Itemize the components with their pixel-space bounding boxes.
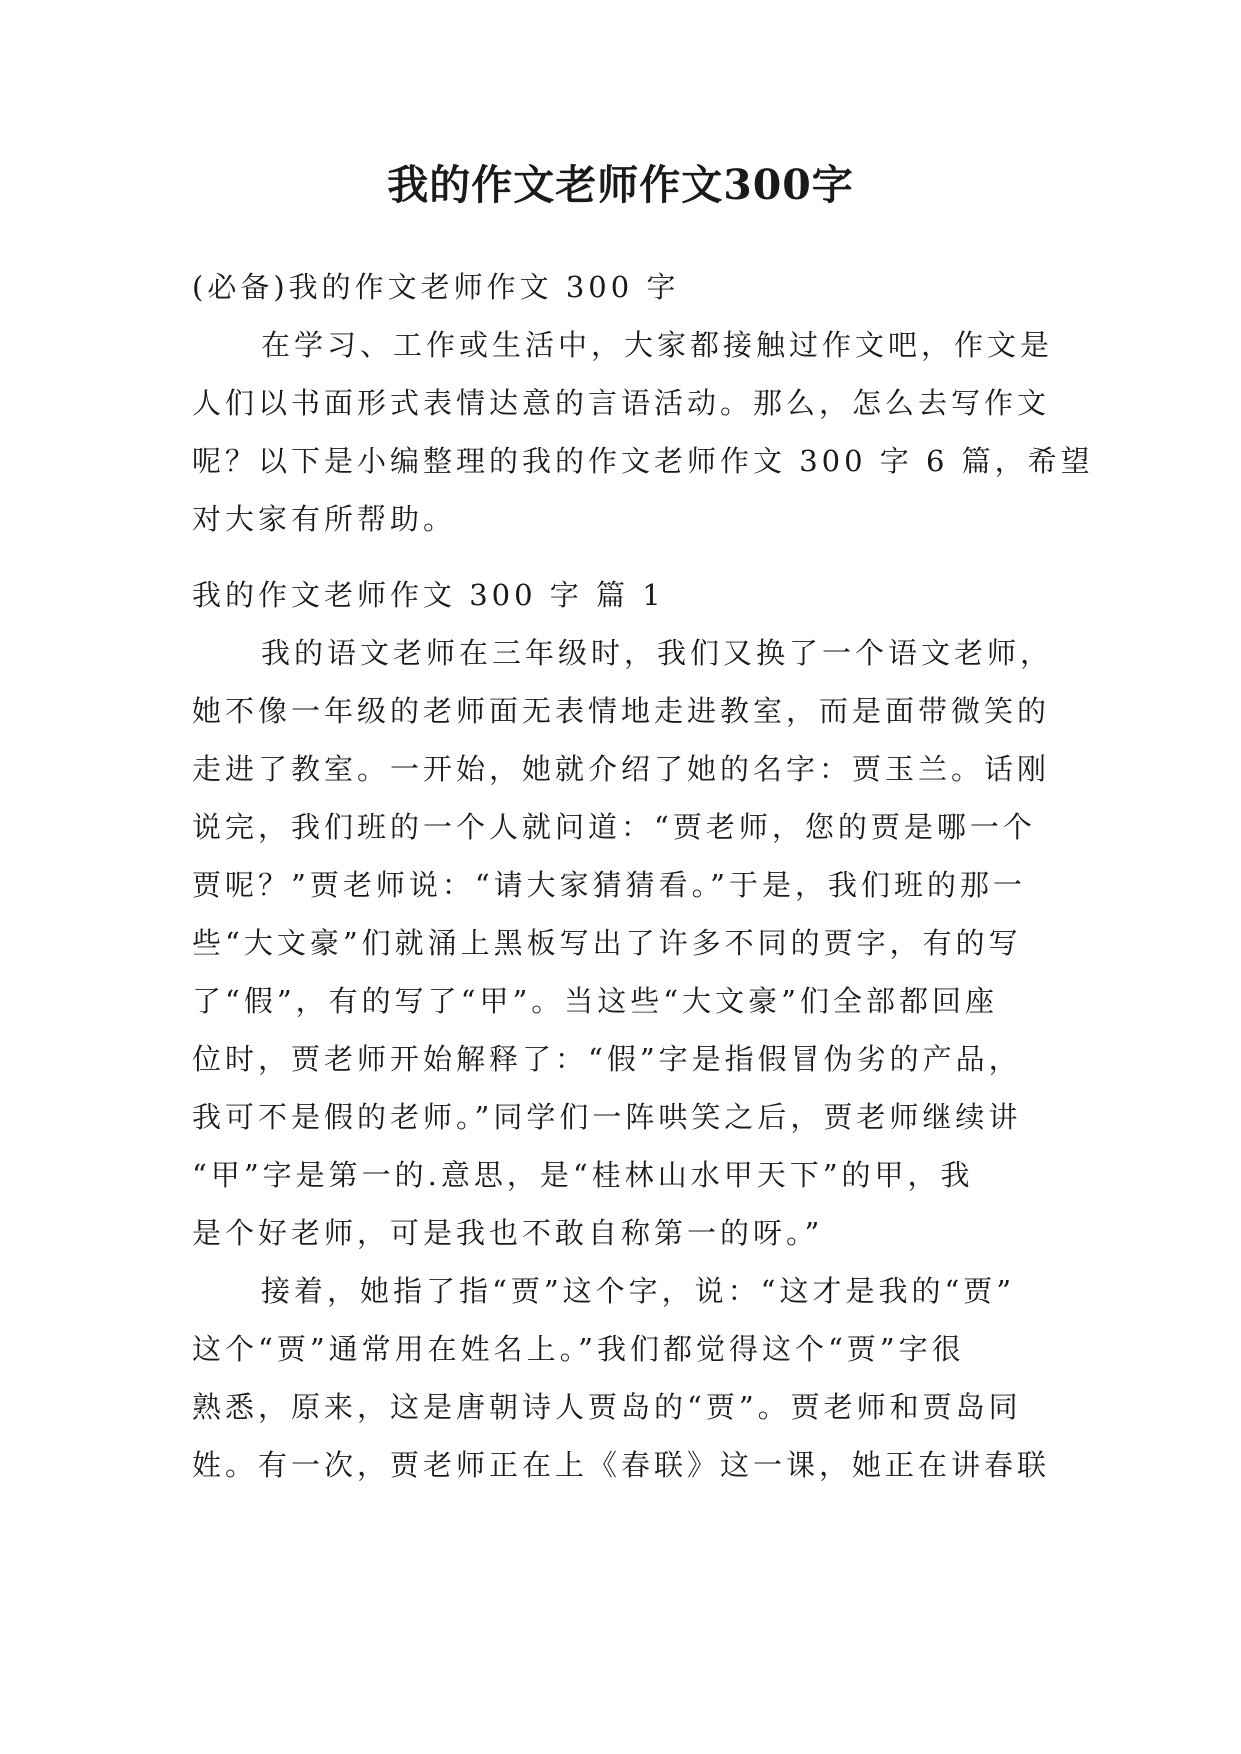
intro-block <box>192 258 1094 548</box>
intro-line: 在学习、工作或生活中，大家都接触过作文吧，作文是 <box>261 328 1054 362</box>
paragraph-line: 走进了教室。一开始，她就介绍了她的名字：贾玉兰。话刚 <box>192 752 1051 786</box>
paragraph-line: 说完，我们班的一个人就问道：“贾老师，您的贾是哪一个 <box>192 810 1036 844</box>
paragraph-line: 姓。有一次，贾老师正在上《春联》这一课，她正在讲春联 <box>192 1448 1051 1482</box>
paragraph-line: 她不像一年级的老师面无表情地走进教室，而是面带微笑的 <box>192 694 1051 728</box>
paragraph-line: 接着，她指了指“贾”这个字，说：“这才是我的“贾” <box>261 1274 1016 1308</box>
paragraph-line: 些“大文豪”们就涌上黑板写出了许多不同的贾字，有的写 <box>192 926 1022 960</box>
section-block <box>192 566 1052 1494</box>
section-heading: 我的作文老师作文 300 字 篇 1 <box>192 578 665 612</box>
intro-line: 人们以书面形式表情达意的言语活动。那么，怎么去写作文 <box>192 386 1051 420</box>
document-title: 我的作文老师作文300字 <box>387 161 854 209</box>
paragraph-line: 这个“贾”通常用在姓名上。”我们都觉得这个“贾”字很 <box>192 1332 965 1366</box>
paragraph-line: 贾呢？”贾老师说：“请大家猜猜看。”于是，我们班的那一 <box>192 868 1026 902</box>
paragraph-line: 是个好老师，可是我也不敢自称第一的呀。” <box>192 1216 824 1250</box>
intro-line: 呢？以下是小编整理的我的作文老师作文 300 字 6 篇，希望 <box>192 444 1094 478</box>
intro-heading: (必备)我的作文老师作文 300 字 <box>192 270 680 304</box>
paragraph-line: 熟悉，原来，这是唐朝诗人贾岛的“贾”。贾老师和贾岛同 <box>192 1390 1022 1424</box>
paragraph-line: 位时，贾老师开始解释了：“假”字是指假冒伪劣的产品， <box>192 1042 1022 1076</box>
paragraph-line: 我的语文老师在三年级时，我们又换了一个语文老师， <box>261 636 1054 670</box>
paragraph-line: “甲”字是第一的.意思，是“桂林山水甲天下”的甲，我 <box>192 1158 974 1192</box>
intro-line: 对大家有所帮助。 <box>192 502 457 536</box>
paragraph-line: 了“假”，有的写了“甲”。当这些“大文豪”们全部都回座 <box>192 984 998 1018</box>
paragraph-line: 我可不是假的老师。”同学们一阵哄笑之后，贾老师继续讲 <box>192 1100 1022 1134</box>
